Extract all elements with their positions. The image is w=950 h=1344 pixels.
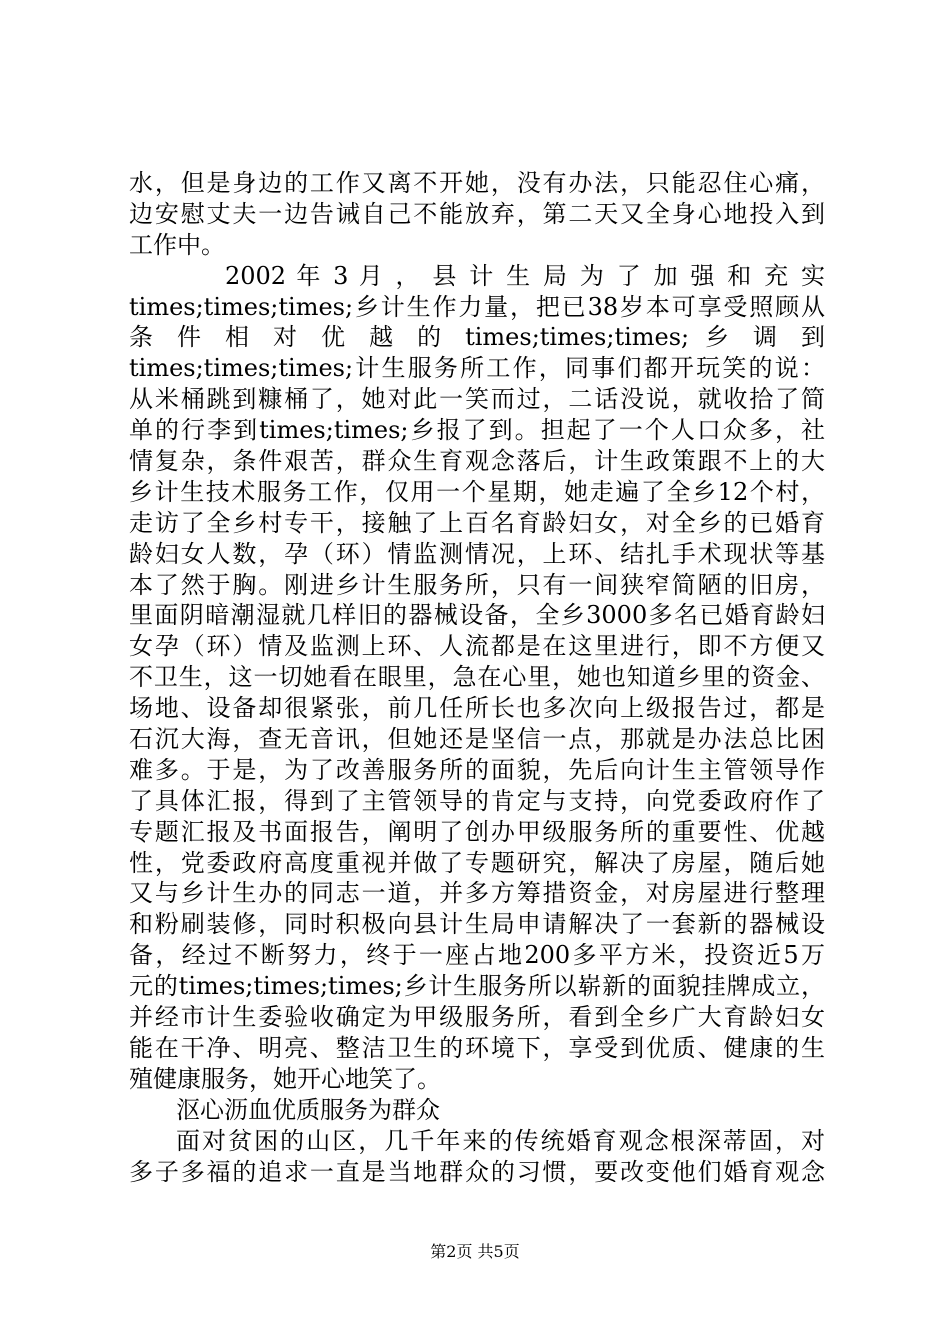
text-line: 不卫生，这一切她看在眼里，急在心里，她也知道乡里的资金、 bbox=[129, 663, 825, 692]
text-line: 难多。于是，为了改善服务所的面貌，先后向计生主管领导作 bbox=[129, 755, 825, 784]
text-line: 性，党委政府高度重视并做了专题研究，解决了房屋，随后她 bbox=[129, 848, 825, 877]
text-line: 水，但是身边的工作又离不开她，没有办法，只能忍住心痛， bbox=[129, 169, 825, 197]
text-line: 里面阴暗潮湿就几样旧的器械设备，全乡3000多名已婚育龄妇 bbox=[129, 601, 825, 630]
text-line: 元的times;times;times;乡计生服务所以崭新的面貌挂牌成立， bbox=[129, 972, 825, 1001]
text-line: 多子多福的追求一直是当地群众的习惯，要改变他们婚育观念 bbox=[129, 1157, 825, 1186]
text-line: 专题汇报及书面报告，阐明了创办甲级服务所的重要性、优越 bbox=[129, 817, 825, 846]
text-line: 乡计生技术服务工作，仅用一个星期，她走遍了全乡12个村， bbox=[129, 477, 825, 506]
text-line: 备，经过不断努力，终于一座占地200多平方米，投资近5万 bbox=[129, 941, 825, 970]
text-line: 情复杂，条件艰苦，群众生育观念落后，计生政策跟不上的大 bbox=[129, 447, 825, 476]
text-line: 和粉刷装修，同时积极向县计生局申请解决了一套新的器械设 bbox=[129, 910, 825, 939]
document-body bbox=[129, 168, 825, 1187]
text-line: 工作中。 bbox=[129, 230, 225, 259]
text-line: 女孕（环）情及监测上环、人流都是在这里进行，即不方便又 bbox=[129, 632, 825, 661]
paragraph-start-line: 面对贫困的山区，几千年来的传统婚育观念根深蒂固，对 bbox=[176, 1126, 825, 1155]
text-line: 单的行李到times;times;乡报了到。担起了一个人口众多，社 bbox=[129, 416, 825, 445]
text-line: 从米桶跳到糠桶了，她对此一笑而过，二话没说，就收拾了简 bbox=[129, 385, 825, 414]
text-line: 并经市计生委验收确定为甲级服务所，看到全乡广大育龄妇女 bbox=[129, 1003, 825, 1032]
page-number-footer: 第2页 共5页 bbox=[430, 1242, 520, 1261]
text-line: times;times;times;乡计生作力量，把已38岁本可享受照顾从 bbox=[129, 292, 825, 321]
text-line: 边安慰丈夫一边告诫自己不能放弃，第二天又全身心地投入到 bbox=[129, 199, 825, 228]
text-line: 本了然于胸。刚进乡计生服务所，只有一间狭窄简陋的旧房， bbox=[129, 570, 825, 599]
text-line: 了具体汇报，得到了主管领导的肯定与支持，向党委政府作了 bbox=[129, 786, 825, 815]
text-line: 场地、设备却很紧张，前几任所长也多次向上级报告过，都是 bbox=[129, 694, 825, 723]
text-line: 殖健康服务，她开心地笑了。 bbox=[129, 1064, 441, 1093]
section-heading: 沤心沥血优质服务为群众 bbox=[176, 1095, 440, 1124]
text-line: 走访了全乡村专干，接触了上百名育龄妇女，对全乡的已婚育 bbox=[129, 508, 825, 537]
text-line: 龄妇女人数，孕（环）情监测情况，上环、结扎手术现状等基 bbox=[129, 539, 825, 568]
text-line: 能在干净、明亮、整洁卫生的环境下，享受到优质、健康的生 bbox=[129, 1033, 825, 1062]
text-line: 石沉大海，查无音讯，但她还是坚信一点，那就是办法总比困 bbox=[129, 725, 825, 754]
paragraph-start-line: 2002 年 3 月 ， 县 计 生 局 为 了 加 强 和 充 实 bbox=[225, 261, 825, 290]
text-line: 条 件 相 对 优 越 的 times;times;times; 乡 调 到 bbox=[129, 323, 825, 352]
text-line: times;times;times;计生服务所工作，同事们都开玩笑的说： bbox=[129, 354, 825, 383]
text-line: 又与乡计生办的同志一道，并多方筹措资金，对房屋进行整理 bbox=[129, 879, 825, 908]
